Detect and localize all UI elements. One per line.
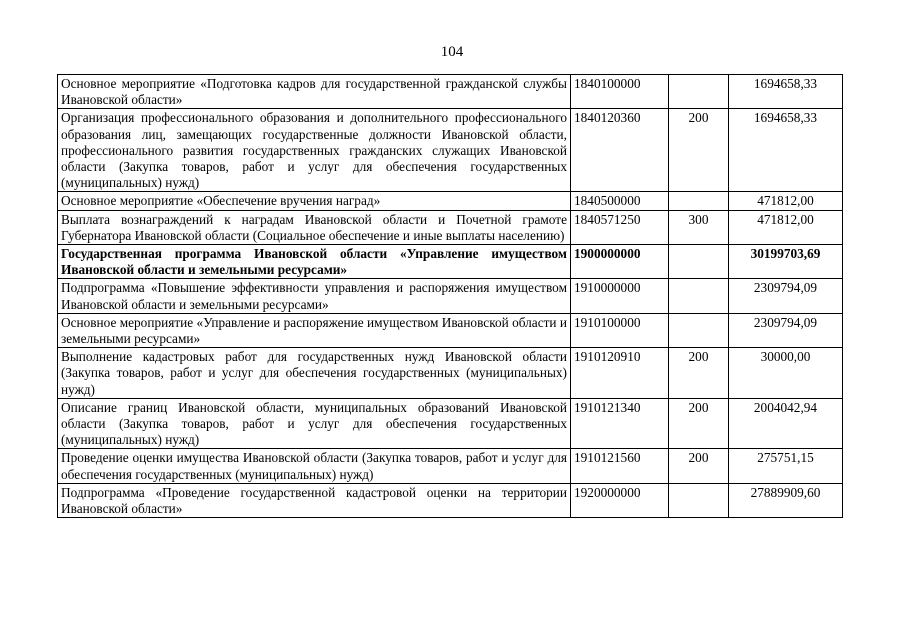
row-amount: 30199703,69 bbox=[729, 245, 843, 279]
row-expense-type: 300 bbox=[669, 210, 729, 244]
budget-table-body bbox=[58, 75, 843, 518]
budget-table bbox=[57, 74, 843, 518]
table-row-program bbox=[58, 245, 843, 279]
row-expense-type: 200 bbox=[669, 449, 729, 483]
row-amount: 2004042,94 bbox=[729, 398, 843, 449]
row-description: Организация профессионального образования и дополнительного профессионального образования лиц, замещающих государственные должности Ивановской области, профессионального развития государственных гражданских служащих Ивановской области (Закупка товаров, работ и услуг для обеспечения государственных (муниципальных) нужд) bbox=[58, 109, 571, 192]
row-description: Описание границ Ивановской области, муниципальных образований Ивановской области (Закупка товаров, работ и услуг для обеспечения государственных (муниципальных) нужд) bbox=[58, 398, 571, 449]
row-amount: 275751,15 bbox=[729, 449, 843, 483]
row-expense-type: 200 bbox=[669, 109, 729, 192]
row-target-code: 1840100000 bbox=[571, 75, 669, 109]
row-description: Проведение оценки имущества Ивановской области (Закупка товаров, работ и услуг для обеспечения государственных (муниципальных) нужд) bbox=[58, 449, 571, 483]
row-amount: 30000,00 bbox=[729, 348, 843, 399]
row-description: Подпрограмма «Проведение государственной кадастровой оценки на территории Ивановской области» bbox=[58, 483, 571, 517]
row-target-code: 1910000000 bbox=[571, 279, 669, 313]
row-expense-type bbox=[669, 75, 729, 109]
table-row bbox=[58, 279, 843, 313]
table-row bbox=[58, 483, 843, 517]
row-amount: 27889909,60 bbox=[729, 483, 843, 517]
table-row bbox=[58, 348, 843, 399]
page-number: 104 bbox=[440, 44, 464, 60]
table-row bbox=[58, 109, 843, 192]
row-description: Выполнение кадастровых работ для государственных нужд Ивановской области (Закупка товаров, работ и услуг для обеспечения государственных (муниципальных) нужд) bbox=[58, 348, 571, 399]
row-target-code: 1910121340 bbox=[571, 398, 669, 449]
row-amount: 471812,00 bbox=[729, 192, 843, 210]
row-target-code: 1900000000 bbox=[571, 245, 669, 279]
row-target-code: 1840500000 bbox=[571, 192, 669, 210]
row-target-code: 1840120360 bbox=[571, 109, 669, 192]
row-amount: 2309794,09 bbox=[729, 279, 843, 313]
row-target-code: 1910121560 bbox=[571, 449, 669, 483]
row-amount: 1694658,33 bbox=[729, 75, 843, 109]
row-target-code: 1840571250 bbox=[571, 210, 669, 244]
row-description: Подпрограмма «Повышение эффективности управления и распоряжения имуществом Ивановской области и земельными ресурсами» bbox=[58, 279, 571, 313]
row-description: Основное мероприятие «Подготовка кадров для государственной гражданской службы Ивановской области» bbox=[58, 75, 571, 109]
row-expense-type: 200 bbox=[669, 398, 729, 449]
row-expense-type bbox=[669, 313, 729, 347]
table-row bbox=[58, 398, 843, 449]
row-amount: 471812,00 bbox=[729, 210, 843, 244]
table-row bbox=[58, 192, 843, 210]
row-description: Выплата вознаграждений к наградам Ивановской области и Почетной грамоте Губернатора Ивановской области (Социальное обеспечение и иные выплаты населению) bbox=[58, 210, 571, 244]
row-expense-type bbox=[669, 245, 729, 279]
row-expense-type bbox=[669, 192, 729, 210]
table-row bbox=[58, 75, 843, 109]
row-expense-type: 200 bbox=[669, 348, 729, 399]
row-description: Государственная программа Ивановской области «Управление имуществом Ивановской области и земельными ресурсами» bbox=[58, 245, 571, 279]
row-amount: 1694658,33 bbox=[729, 109, 843, 192]
row-expense-type bbox=[669, 279, 729, 313]
row-description: Основное мероприятие «Управление и распоряжение имуществом Ивановской области и земельными ресурсами» bbox=[58, 313, 571, 347]
table-row bbox=[58, 313, 843, 347]
row-expense-type bbox=[669, 483, 729, 517]
table-row bbox=[58, 210, 843, 244]
row-target-code: 1910100000 bbox=[571, 313, 669, 347]
row-description: Основное мероприятие «Обеспечение вручения наград» bbox=[58, 192, 571, 210]
row-target-code: 1920000000 bbox=[571, 483, 669, 517]
table-row bbox=[58, 449, 843, 483]
row-target-code: 1910120910 bbox=[571, 348, 669, 399]
row-amount: 2309794,09 bbox=[729, 313, 843, 347]
